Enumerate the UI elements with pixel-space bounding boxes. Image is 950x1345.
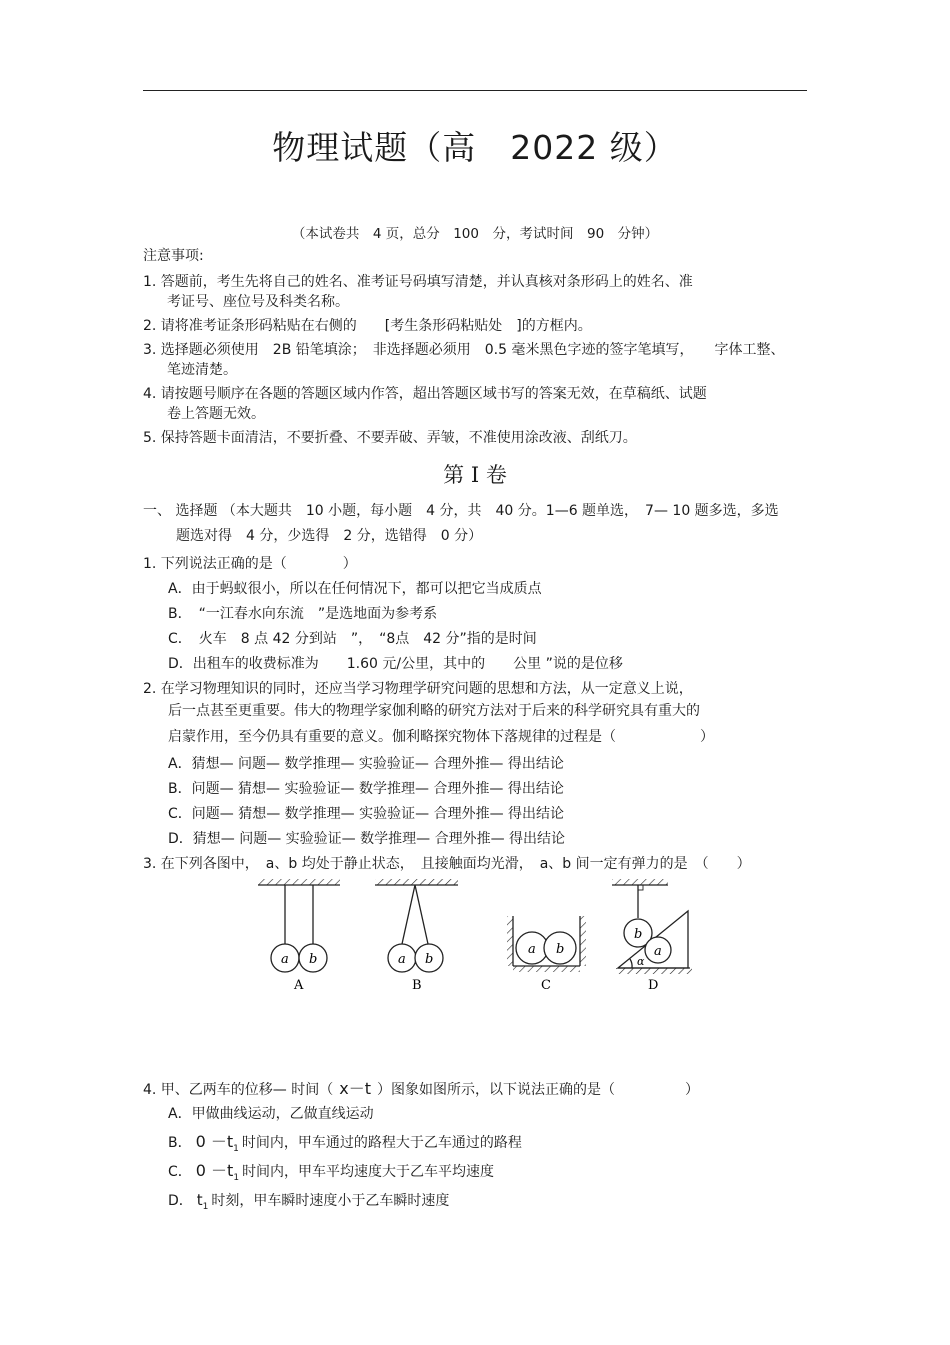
fig-c-label-b: b	[556, 942, 565, 957]
q2-option-c: C．问题— 猜想— 数学推理— 实验验证— 合理外推— 得出结论	[168, 806, 565, 822]
q2-option-a: A．猜想— 问题— 数学推理— 实验验证— 合理外推— 得出结论	[168, 756, 564, 772]
fig-c-label-a: a	[528, 942, 536, 957]
q2-stem-line2: 后一点甚至更重要。伟大的物理学家伽利略的研究方法对于后来的科学研究具有重大的	[168, 703, 700, 719]
fig-a-label-a: a	[281, 952, 289, 967]
section-title: 第 I 卷	[443, 463, 507, 487]
part1-instructions-cont: 题选对得 4 分，少选得 2 分，选错得 0 分）	[176, 528, 483, 544]
q4-d-math: t	[196, 1191, 203, 1209]
q1-stem: 1. 下列说法正确的是（ ）	[143, 556, 357, 572]
fig-caption-c: C	[541, 978, 551, 993]
note-item-1-cont: 考证号、座位号及科类名称。	[167, 294, 349, 310]
q4-c-math: 0 －t	[195, 1161, 234, 1180]
header-rule	[143, 90, 807, 91]
q4-option-a: A．甲做曲线运动，乙做直线运动	[168, 1106, 374, 1122]
q4-option-c	[168, 1163, 494, 1186]
q1-option-c: C． 火车 8 点 42 分到站 ”， “8点 42 分”指的是时间	[168, 631, 537, 647]
fig-caption-a: A	[294, 978, 304, 993]
q3-stem: 3. 在下列各图中， a、b 均处于静止状态， 且接触面均光滑， a、b 间一定有弹力的是 （ ）	[143, 856, 751, 872]
notes-heading: 注意事项:	[143, 248, 204, 264]
exam-title: 物理试题（高 2022 级）	[272, 128, 678, 167]
q4-b-math: 0 －t	[195, 1132, 234, 1151]
figure-c	[507, 916, 586, 972]
q4-c-text: 时间内，甲车平均速度大于乙车平均速度	[242, 1164, 495, 1180]
q4-b-text: 时间内，甲车通过的路程大于乙车通过的路程	[241, 1135, 522, 1151]
fig-d-label-alpha: α	[637, 955, 645, 968]
note-item-4: 4. 请按题号顺序在各题的答题区域内作答，超出答题区域书写的答案无效，在草稿纸、试题	[143, 386, 707, 402]
fig-b-label-b: b	[425, 952, 434, 967]
fig-d-label-a: a	[654, 944, 662, 959]
figure-a	[258, 879, 340, 972]
figure-d	[612, 879, 692, 974]
q4-stem-post: ）图象如图所示，以下说法正确的是（ ）	[377, 1082, 700, 1098]
q4-c-sub: 1	[233, 1172, 240, 1183]
note-item-3-cont: 笔迹清楚。	[167, 362, 237, 378]
part1-instructions: 一、 选择题 （本大题共 10 小题，每小题 4 分，共 40 分。1—6 题单选， 7— 10 题多选，多选	[143, 503, 779, 519]
q4-option-d	[168, 1192, 449, 1215]
q1-option-b: B． “一江春水向东流 ”是选地面为参考系	[168, 606, 438, 622]
q2-stem-line3: 启蒙作用，至今仍具有重要的意义。伽利略探究物体下落规律的过程是（ ）	[168, 729, 714, 745]
q4-d-sub: 1	[202, 1201, 209, 1212]
q2-option-d: D．猜想— 问题— 实验验证— 数学推理— 合理外推— 得出结论	[168, 831, 566, 847]
q2-stem-line1: 2. 在学习物理知识的同时，还应当学习物理学研究问题的思想和方法，从一定意义上说，	[143, 681, 693, 697]
note-item-5: 5. 保持答题卡面清洁，不要折叠、不要弄破、弄皱，不准使用涂改液、刮纸刀。	[143, 430, 637, 446]
note-item-2: 2. 请将准考证条形码粘贴在右侧的 [考生条形码粘贴处 ]的方框内。	[143, 318, 592, 334]
fig-d-label-b: b	[634, 927, 643, 942]
q4-d-label: D．	[168, 1193, 193, 1209]
q4-stem-pre: 4. 甲、乙两车的位移— 时间（	[143, 1082, 334, 1098]
q4-b-sub: 1	[233, 1143, 239, 1154]
q4-option-b	[168, 1134, 522, 1157]
note-item-1: 1. 答题前，考生先将自己的姓名、准考证号码填写清楚，并认真核对条形码上的姓名、准	[143, 274, 693, 290]
q4-stem-xt: x－t	[339, 1079, 372, 1098]
q4-b-label: B．	[168, 1135, 192, 1151]
note-item-4-cont: 卷上答题无效。	[167, 406, 265, 422]
q4-stem	[143, 1081, 699, 1098]
q4-c-label: C．	[168, 1164, 192, 1180]
q2-option-b: B．问题— 猜想— 实验验证— 数学推理— 合理外推— 得出结论	[168, 781, 564, 797]
q1-option-d: D．出租车的收费标准为 1.60 元/公里，其中的 公里 ”说的是位移	[168, 656, 623, 672]
fig-caption-b: B	[412, 978, 422, 993]
exam-subtitle: （本试卷共 4 页，总分 100 分，考试时间 90 分钟）	[291, 226, 659, 242]
figure-b	[375, 879, 458, 972]
fig-caption-d: D	[648, 978, 659, 993]
q1-option-a: A．由于蚂蚁很小，所以在任何情况下，都可以把它当成质点	[168, 581, 542, 597]
fig-b-label-a: a	[398, 952, 406, 967]
q3-figure	[250, 876, 700, 1001]
fig-a-label-b: b	[309, 952, 318, 967]
q4-d-text: 时刻，甲车瞬时速度小于乙车瞬时速度	[211, 1193, 450, 1209]
note-item-3: 3. 选择题必须使用 2B 铅笔填涂； 非选择题必须用 0.5 毫米黑色字迹的签字笔填写， 字体工整、	[143, 342, 785, 358]
